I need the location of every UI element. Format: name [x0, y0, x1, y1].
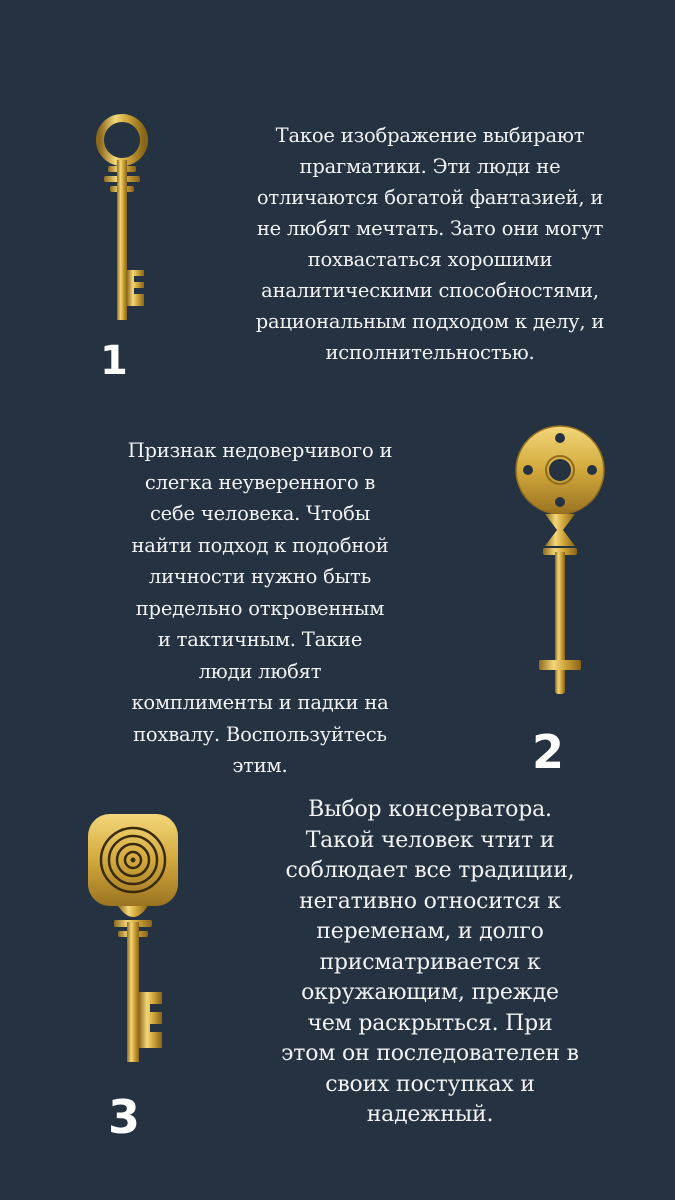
disc-key-icon [505, 422, 615, 702]
key-section-1 [0, 0, 675, 400]
key-description-1: Такое изображение выбирают прагматики. Эти люди не отличаются богатой фантазией, и не любят мечтать. Зато они могут похвастаться хорошими аналитическими способностями, рациональным подходом к делу, и исполнительностью. [255, 124, 605, 364]
key-number-2: 2 [532, 725, 565, 779]
key-description-2: Признак недоверчивого и слегка неуверенного в себе человека. Чтобы найти подход к подобной личности нужно быть предельно откровенным и тактичным. Такие люди любят комплименты и падки на похвалу. Воспользуйтесь этим. [127, 439, 393, 777]
key-number-1: 1 [100, 338, 128, 384]
key-description-3: Выбор консерватора. Такой человек чтит и соблюдает все традиции, негативно относится к переменам, и долго присматривается к окружающим, прежде чем раскрыться. При этом он последователен в своих поступках и надежный. [281, 797, 579, 1127]
key-number-3: 3 [108, 1090, 141, 1144]
ring-key-icon [82, 110, 162, 320]
key-section-2 [0, 400, 675, 790]
target-key-icon [78, 812, 188, 1072]
key-section-3 [0, 790, 675, 1200]
